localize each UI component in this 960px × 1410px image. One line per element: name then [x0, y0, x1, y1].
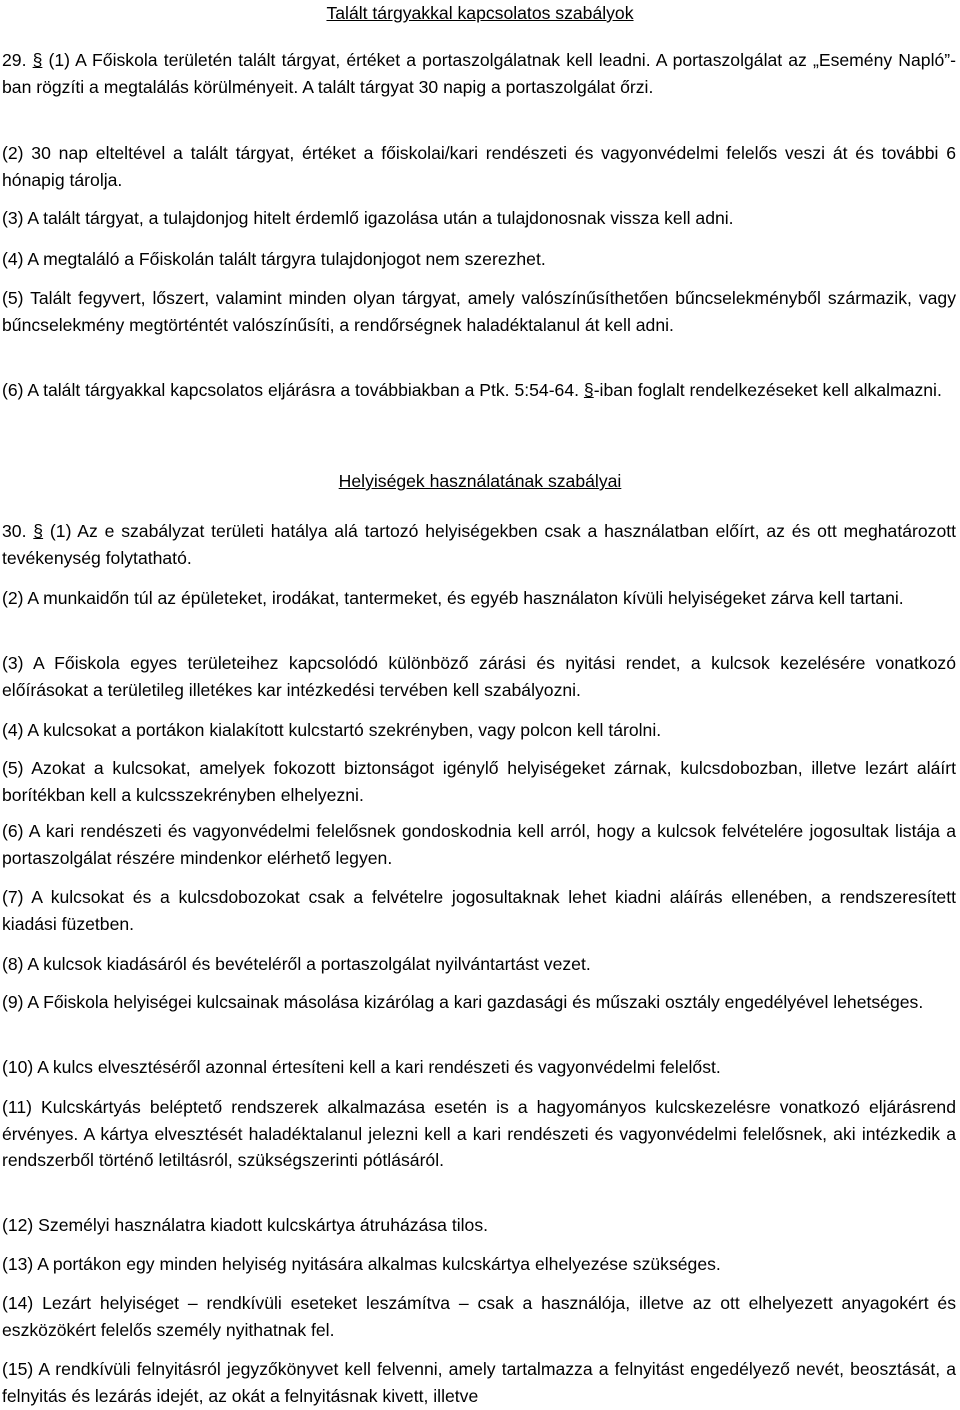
article-29-paragraph-4: (4) A megtaláló a Főiskolán talált tárgyra tulajdonjogot nem szerezhet. [2, 249, 546, 269]
article-30-paragraph-4: (4) A kulcsokat a portákon kialakított kulcstartó szekrényben, vagy polcon kell tárolni. [2, 720, 662, 740]
paragraph-text: (1) Az e szabályzat területi hatálya alá tartozó helyiségekben csak a használatban előírt, az és ott meghatározott tevékenység folytatható. [2, 521, 957, 568]
article-30-paragraph-10: (10) A kulcs elvesztéséről azonnal értesíteni kell a kari rendészeti és vagyonvédelmi felelőst. [2, 1057, 721, 1077]
article-29-paragraph-5: (5) Talált fegyvert, lőszert, valamint minden olyan tárgyat, amely valószínűsíthetően bűncselekményből származik, vagy bűncselekmény megtörténtét valószínűsíti, a rendőrségnek haladéktalanul át kell adni. [2, 288, 956, 335]
article-30-paragraph-11: (11) Kulcskártyás beléptető rendszerek alkalmazása esetén is a hagyományos kulcskezelésre vonatkozó eljárásrend érvényes. A kártya elvesztését haladéktalanul jelezni kell a kari rendészeti és vagyonvédelmi felelősnek, aki intézkedik a rendszerből történő letiltásról, szükségszerinti pótlásáról. [2, 1097, 956, 1170]
article-30-paragraph-13: (13) A portákon egy minden helyiség nyitására alkalmas kulcskártya elhelyezése szükséges. [2, 1254, 721, 1274]
article-29-paragraph-1 [2, 47, 956, 100]
article-29-paragraph-3: (3) A talált tárgyat, a tulajdonjog hitelt érdemlő igazolása után a tulajdonosnak vissza kell adni. [2, 208, 734, 228]
section-sign: § [583, 380, 594, 400]
article-29-paragraph-6 [2, 377, 956, 404]
section-title-room-usage: Helyiségek használatának szabályai [338, 471, 622, 491]
article-30-paragraph-14: (14) Lezárt helyiséget – rendkívüli eseteket leszámítva – csak a használója, illetve az ott elhelyezett anyagokért és eszközökért felelős személy nyithatnak fel. [2, 1293, 956, 1340]
article-30-paragraph-2: (2) A munkaidőn túl az épületeket, irodákat, tantermeket, és egyéb használaton kívüli helyiségeket zárva kell tartani. [2, 588, 904, 608]
paragraph-text: (6) A talált tárgyakkal kapcsolatos eljárásra a továbbiakban a Ptk. 5:54-64. [2, 380, 584, 400]
article-30-paragraph-6: (6) A kari rendészeti és vagyonvédelmi felelősnek gondoskodnia kell arról, hogy a kulcsok felvételére jogosultak listája a portaszolgálat részére mindenkor elérhető legyen. [2, 821, 956, 868]
section-sign: § [33, 521, 44, 541]
article-29-paragraph-2: (2) 30 nap elteltével a talált tárgyat, értéket a főiskolai/kari rendészeti és vagyonvédelmi felelős veszi át és további 6 hónapig tárolja. [2, 143, 956, 190]
article-30-paragraph-12: (12) Személyi használatra kiadott kulcskártya átruházása tilos. [2, 1215, 489, 1235]
article-30-paragraph-5: (5) Azokat a kulcsokat, amelyek fokozott biztonságot igénylő helyiségeket zárnak, kulcsdobozban, illetve lezárt aláírt borítékban kell a kulcsszekrényben elhelyezni. [2, 758, 956, 805]
article-30-paragraph-3: (3) A Főiskola egyes területeihez kapcsolódó különböző zárási és nyitási rendet, a kulcsok kezelésére vonatkozó előírásokat a területileg illetékes kar intézkedési tervében kell szabályozni. [2, 653, 956, 700]
article-number: 30. [2, 521, 27, 541]
article-30-paragraph-8: (8) A kulcsok kiadásáról és bevételéről a portaszolgálat nyilvántartást vezet. [2, 954, 591, 974]
paragraph-text-tail: -iban foglalt rendelkezéseket kell alkalmazni. [593, 380, 942, 400]
article-30-paragraph-1 [2, 518, 956, 571]
section-sign: § [32, 50, 43, 70]
article-30-paragraph-7: (7) A kulcsokat és a kulcsdobozokat csak a felvételre jogosultaknak lehet kiadni aláírás ellenében, a rendszeresített kiadási füzetben. [2, 887, 956, 934]
section-title-lost-items: Talált tárgyakkal kapcsolatos szabályok [326, 3, 634, 23]
article-30-paragraph-15: (15) A rendkívüli felnyitásról jegyzőkönyvet kell felvenni, amely tartalmazza a felnyitást engedélyező nevét, beosztását, a felnyitás és lezárás idejét, az okát a felnyitásnak kivett, illetve [2, 1359, 956, 1406]
article-number: 29. [2, 50, 27, 70]
paragraph-text: (1) A Főiskola területén talált tárgyat, értéket a portaszolgálatnak kell leadni. A portaszolgálat az „Esemény Napló”-ban rögzíti a megtalálás körülményeit. A talált tárgyat 30 napig a portaszolgálat őrzi. [2, 50, 956, 97]
article-30-paragraph-9: (9) A Főiskola helyiségei kulcsainak másolása kizárólag a kari gazdasági és műszaki osztály engedélyével lehetséges. [2, 992, 924, 1012]
